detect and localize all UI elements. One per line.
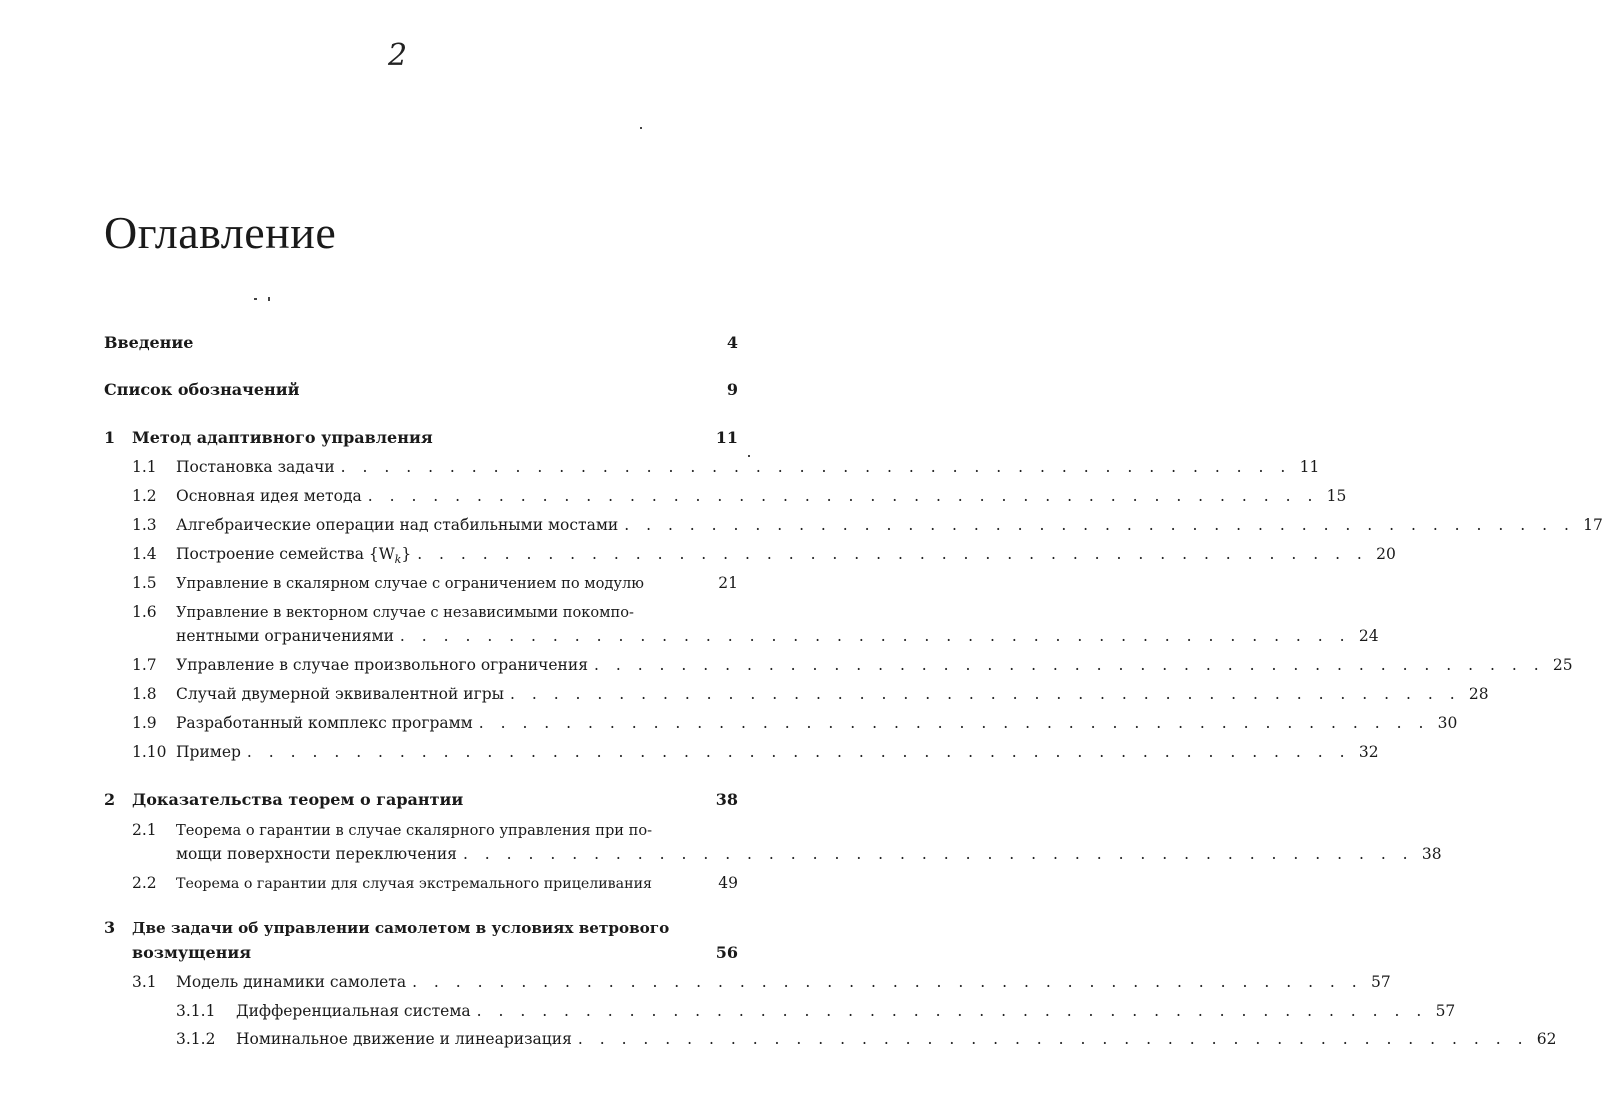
toc-section-number: 2.1 xyxy=(132,821,157,839)
toc-section[interactable] xyxy=(104,602,738,622)
toc-entry-page: 9 xyxy=(726,380,738,399)
toc-entry-label: мощи поверхности переключения xyxy=(176,845,457,863)
toc-section-number: 1.7 xyxy=(132,656,157,674)
toc-entry-page: 20 xyxy=(1376,545,1396,563)
scan-speck xyxy=(640,127,642,129)
toc-leader-dots: . . . . . . . . . . . . . . . . . . . . . . . . . . . . . . . . . . . . . . . . . . . . xyxy=(417,545,1368,563)
toc-entry-label: Номинальное движение и линеаризация xyxy=(236,1030,572,1048)
toc-entry-notation[interactable] xyxy=(104,380,738,400)
toc-section[interactable] xyxy=(104,544,1396,567)
toc-entry-label: Теорема о гарантии в случае скалярного управления при по- xyxy=(176,822,653,839)
toc-chapter-2[interactable] xyxy=(104,790,738,810)
toc-entry-page: 25 xyxy=(1552,656,1573,674)
toc-entry-page: 28 xyxy=(1468,685,1489,703)
toc-entry-label: Основная идея метода xyxy=(176,487,362,505)
toc-section[interactable] xyxy=(104,684,1489,704)
toc-section[interactable] xyxy=(104,655,1573,675)
toc-section-continuation[interactable] xyxy=(104,626,1379,646)
toc-entry-page: 56 xyxy=(715,943,738,962)
toc-section[interactable] xyxy=(104,573,738,593)
toc-section[interactable] xyxy=(104,713,1458,733)
toc-chapter-3-continuation[interactable] xyxy=(104,943,738,963)
toc-section-number: 1.1 xyxy=(132,458,157,476)
toc-entry-label: Управление в векторном случае с независимыми покомпо- xyxy=(176,604,634,621)
toc-entry-page: 4 xyxy=(726,333,738,352)
toc-entry-page: 17 xyxy=(1583,516,1603,534)
toc-entry-label: Управление в случае произвольного ограничения xyxy=(176,656,588,674)
toc-leader-dots: . . . . . . . . . . . . . . . . . . . . . . . . . . . . . . . . . . . . . . . . . . . . xyxy=(476,1002,1428,1020)
toc-entry-label: Построение семейства $\{W_k\}$ xyxy=(176,545,412,567)
scan-speck xyxy=(254,298,257,300)
toc-section-continuation[interactable] xyxy=(104,844,1442,864)
toc-entry-intro[interactable] xyxy=(104,333,738,353)
toc-leader-dots: . . . . . . . . . . . . . . . . . . . . . . . . . . . . . . . . . . . . . . . . . . . . xyxy=(478,714,1430,732)
toc-chapter-3[interactable] xyxy=(104,918,738,938)
toc-entry-label: Алгебраические операции над стабильными мостами xyxy=(176,516,619,534)
toc-leader-dots: . . . . . . . . . . . . . . . . . . . . . . . . . . . . . . . . . . . . . . . . . . . . xyxy=(367,487,1319,505)
toc-entry-page: 30 xyxy=(1437,714,1458,732)
toc-section-number: 1.2 xyxy=(132,487,157,505)
toc-entry-page: 11 xyxy=(1299,458,1320,476)
toc-entry-page: 62 xyxy=(1536,1030,1557,1048)
toc-leader-dots: . . . . . . . . . . . . . . . . . . . . . . . . . . . . . . . . . . . . . . . . . . . . xyxy=(509,685,1461,703)
toc-section-number: 1.10 xyxy=(132,743,167,761)
toc-entry-label: Дифференциальная система xyxy=(236,1002,471,1020)
toc-leader-dots: . . . . . . . . . . . . . . . . . . . . . . . . . . . . . . . . . . . . . . . . . . . . xyxy=(624,516,1575,534)
toc-entry-label: нентными ограничениями xyxy=(176,627,394,645)
toc-section[interactable] xyxy=(104,873,738,893)
toc-leader-dots: . . . . . . . . . . . . . . . . . . . . . . . . . . . . . . . . . . . . . . . . . . . . xyxy=(577,1030,1529,1048)
toc-chapter-number: 2 xyxy=(104,790,116,809)
toc-entry-label: Теорема о гарантии для случая экстремального прицеливания xyxy=(176,876,652,892)
toc-entry-label: Введение xyxy=(104,333,194,352)
toc-section[interactable] xyxy=(104,515,1603,535)
toc-leader-dots: . . . . . . . . . . . . . . . . . . . . . . . . . . . . . . . . . . . . . . . . . . . . xyxy=(462,845,1414,863)
handwritten-page-number: 2 xyxy=(388,38,408,73)
toc-section[interactable] xyxy=(104,486,1347,506)
scan-speck xyxy=(268,297,270,301)
toc-entry-page: 57 xyxy=(1370,973,1391,991)
toc-leader-dots: . . . . . . . . . . . . . . . . . . . . . . . . . . . . . . . . . . . . . . . . . . . . xyxy=(340,458,1292,476)
toc-entry-label: возмущения xyxy=(132,943,252,962)
toc-entry-label: Метод адаптивного управления xyxy=(132,428,433,447)
toc-chapter-1[interactable] xyxy=(104,428,738,448)
toc-subsection-number: 3.1.1 xyxy=(176,1002,216,1020)
toc-entry-page: 38 xyxy=(715,790,738,809)
toc-entry-page: 24 xyxy=(1358,627,1379,645)
toc-entry-page: 11 xyxy=(715,428,738,447)
toc-entry-label: Модель динамики самолета xyxy=(176,973,407,991)
toc-section-number: 1.5 xyxy=(132,574,157,592)
toc-leader-dots: . . . . . . . . . . . . . . . . . . . . . . . . . . . . . . . . . . . . . . . . . . . . xyxy=(412,973,1363,991)
toc-entry-label: Список обозначений xyxy=(104,380,300,399)
toc-leader-dots: . . . . . . . . . . . . . . . . . . . . . . . . . . . . . . . . . . . . . . . . . . . . . . . . . . . xyxy=(246,743,1351,761)
page-title: Оглавление xyxy=(104,207,337,258)
toc-section-number: 1.9 xyxy=(132,714,157,732)
toc-entry-page: 57 xyxy=(1435,1002,1456,1020)
toc-section-number: 1.3 xyxy=(132,516,157,534)
toc-section-number: 1.4 xyxy=(132,545,157,563)
toc-entry-label: Управление в скалярном случае с ограничением по модулю xyxy=(176,575,644,592)
toc-leader-dots: . . . . . . . . . . . . . . . . . . . . . . . . . . . . . . . . . . . . . . . . . . . . xyxy=(593,656,1545,674)
toc-subsection[interactable] xyxy=(104,1001,1456,1021)
toc-entry-label: Случай двумерной эквивалентной игры xyxy=(176,685,504,703)
toc-section-number: 1.8 xyxy=(132,685,157,703)
toc-section-number: 2.2 xyxy=(132,874,157,892)
toc-entry-label: Разработанный комплекс программ xyxy=(176,714,473,732)
toc-leader-dots: . . . . . . . . . . . . . . . . . . . . . . . . . . . . . . . . . . . . . . . . . . . . xyxy=(399,627,1351,645)
toc-section[interactable] xyxy=(104,820,738,840)
toc-entry-page: 32 xyxy=(1358,743,1379,761)
toc-section[interactable] xyxy=(104,972,1391,992)
toc-entry-label: Две задачи об управлении самолетом в условиях ветрового xyxy=(132,919,670,937)
toc-section-number: 3.1 xyxy=(132,973,157,991)
toc-entry-page: 49 xyxy=(718,874,738,892)
toc-entry-page: 38 xyxy=(1421,845,1442,863)
toc-chapter-number: 1 xyxy=(104,428,116,447)
toc-entry-label: Доказательства теорем о гарантии xyxy=(132,790,464,809)
toc-entry-page: 15 xyxy=(1326,487,1347,505)
toc-section-number: 1.6 xyxy=(132,603,157,621)
toc-section[interactable] xyxy=(104,457,1320,477)
toc-entry-page: 21 xyxy=(718,574,738,592)
toc-entry-label: Пример xyxy=(176,743,241,761)
toc-subsection[interactable] xyxy=(104,1029,1557,1049)
toc-section[interactable] xyxy=(104,742,1379,762)
toc-subsection-number: 3.1.2 xyxy=(176,1030,216,1048)
toc-entry-label: Постановка задачи xyxy=(176,458,335,476)
toc-chapter-number: 3 xyxy=(104,918,116,937)
